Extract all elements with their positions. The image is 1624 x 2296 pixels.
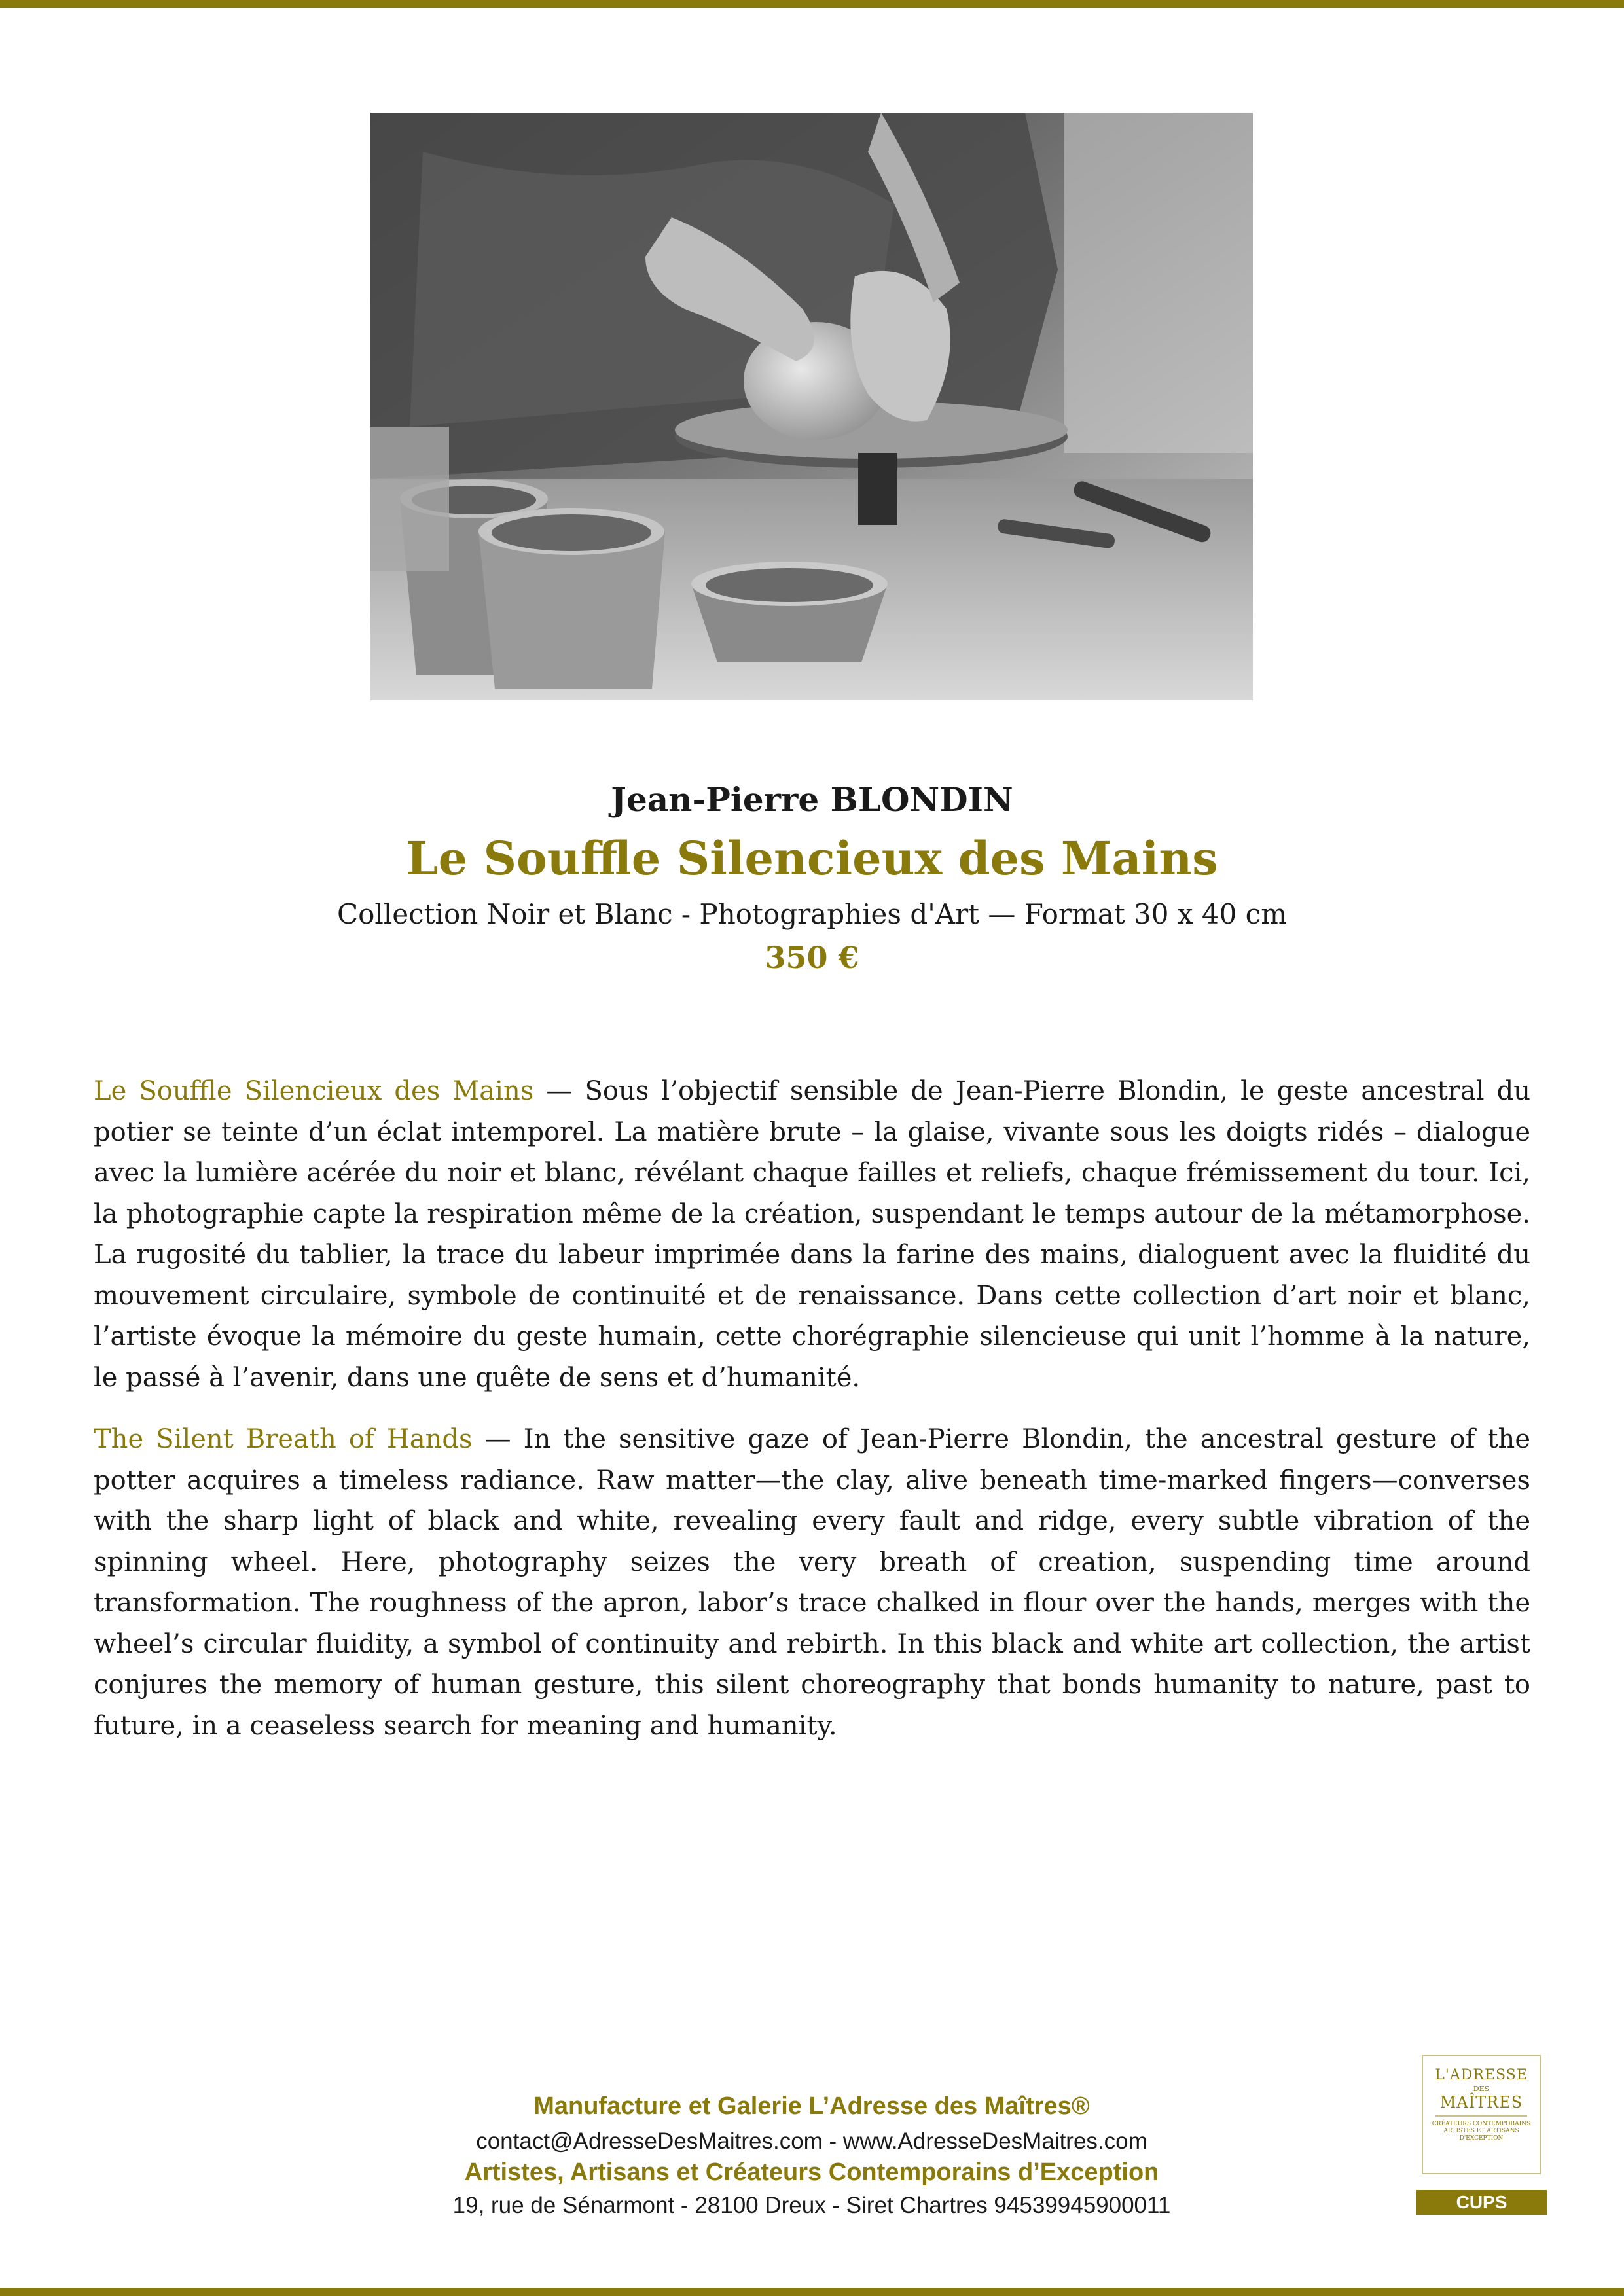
- artwork-subtitle: Collection Noir et Blanc - Photographies d'Art — Format 30 x 40 cm: [336, 898, 1288, 930]
- artwork-title: Le Souffle Silencieux des Mains: [406, 831, 1218, 886]
- description-english: [94, 1419, 1530, 1746]
- footer-gallery-name: Manufacture et Galerie L’Adresse des Maîtres®: [533, 2092, 1090, 2120]
- top-border: [0, 0, 1624, 8]
- artwork-photo: [370, 113, 1253, 700]
- footer-tagline: Artistes, Artisans et Créateurs Contemporains d’Exception: [464, 2159, 1159, 2186]
- logo-line-3: MAÎTRES: [1439, 2093, 1523, 2111]
- logo-line-2: DES: [1473, 2085, 1490, 2093]
- description-french: [94, 1071, 1530, 1398]
- logo-line-1: L'ADRESSE: [1435, 2067, 1528, 2083]
- description-english-lead: The Silent Breath of Hands: [94, 1424, 473, 1454]
- artist-name: Jean-Pierre BLONDIN: [611, 780, 1013, 819]
- description-french-lead: Le Souffle Silencieux des Mains: [94, 1076, 534, 1106]
- description-english-text: — In the sensitive gaze of Jean-Pierre Blondin, the ancestral gesture of the potter acquires a timeless radiance. Raw matter—the clay, alive beneath time-marked fingers—converses with the sharp light of black and white, revealing every fault and ridge, every subtle vibration of the spinning wheel. Here, photography seizes the very breath of creation, suspending time around transformation. The roughness of the apron, labor’s trace chalked in flour over the hands, merges with the wheel’s circular fluidity, a symbol of continuity and rebirth. In this black and white art collection, the artist conjures the memory of human gesture, this silent choreography that bonds humanity to nature, past to future, in a ceaseless search for meaning and humanity.: [94, 1424, 1530, 1741]
- category-badge: CUPS: [1416, 2190, 1547, 2215]
- artwork-price: 350 €: [765, 940, 859, 975]
- bottom-border: [0, 2288, 1624, 2296]
- description-french-text: — Sous l’objectif sensible de Jean-Pierre Blondin, le geste ancestral du potier se teinte d’un éclat intemporel. La matière brute – la glaise, vivante sous les doigts ridés – dialogue avec la lumière acérée du noir et blanc, révélant chaque failles et reliefs, chaque frémissement du tour. Ici, la photographie capte la respiration même de la création, suspendant le temps autour de la métamorphose. La rugosité du tablier, la trace du labeur imprimée dans la farine des mains, dialoguent avec la fluidité du mouvement circulaire, symbole de continuité et de renaissance. Dans cette collection d’art noir et blanc, l’artiste évoque la mémoire du geste humain, cette chorégraphie silencieuse qui unit l’homme à la nature, le passé à l’avenir, dans une quête de sens et d’humanité.: [94, 1076, 1530, 1393]
- gallery-logo: [1422, 2055, 1541, 2174]
- logo-line-4: CRÉATEURS CONTEMPORAINS ARTISTES ET ARTISANS D'EXCEPTION: [1432, 2121, 1531, 2142]
- footer-address: 19, rue de Sénarmont - 28100 Dreux - Siret Chartres 94539945900011: [452, 2193, 1171, 2218]
- footer-contact[interactable]: contact@AdresseDesMaitres.com - www.AdresseDesMaitres.com: [476, 2128, 1147, 2154]
- logo-divider: [1435, 2115, 1527, 2117]
